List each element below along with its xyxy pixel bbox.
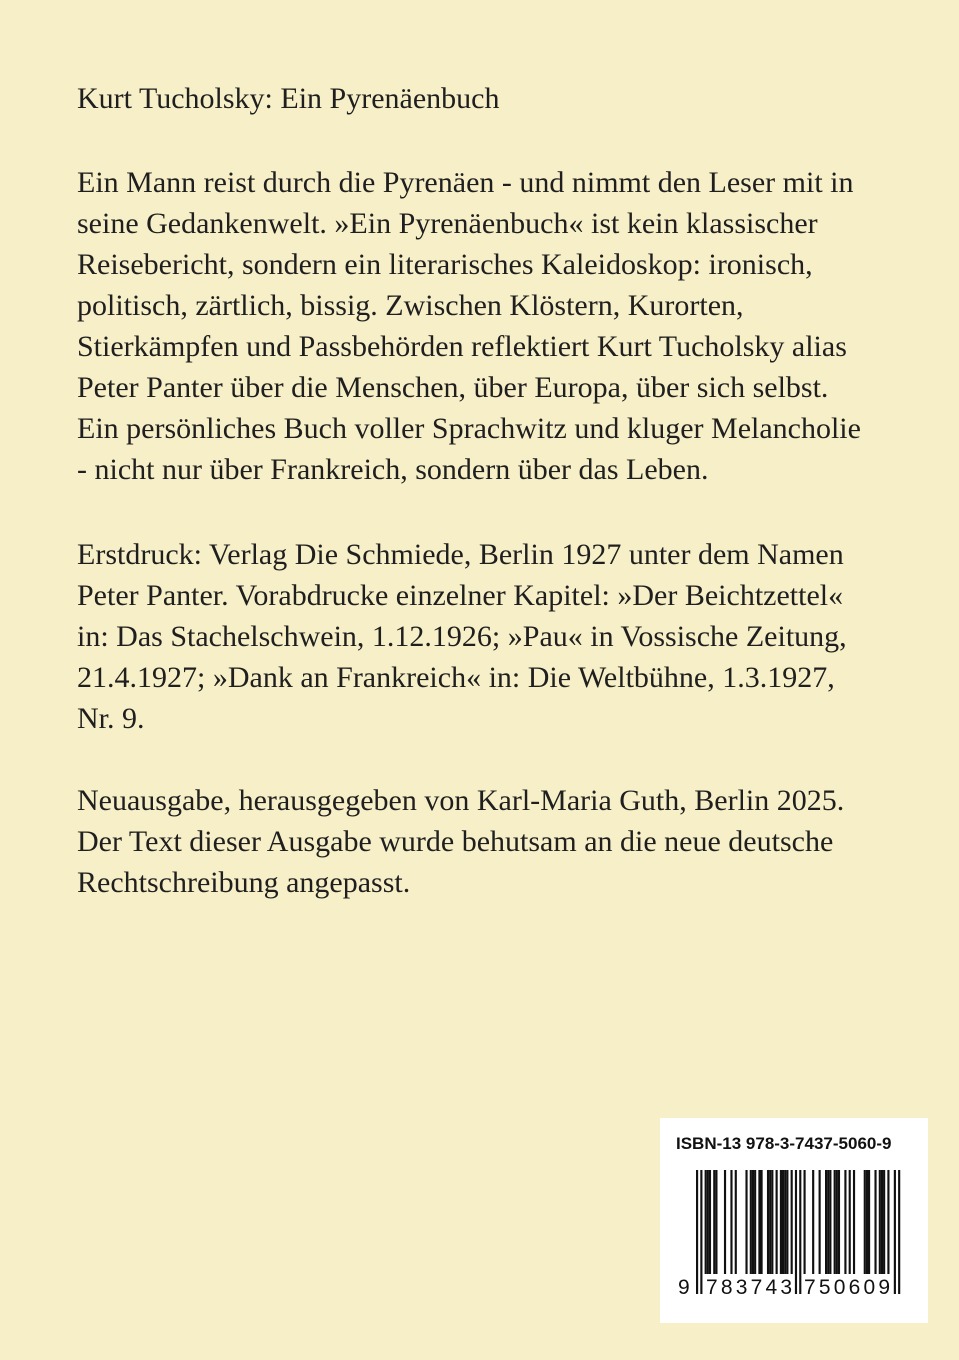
edition-line: Rechtschreibung angepasst.	[77, 866, 411, 899]
first-print-line: Peter Panter. Vorabdrucke einzelner Kapitel: »Der Beichtzettel«	[77, 579, 844, 612]
book-description	[77, 162, 917, 490]
barcode-bar	[868, 1170, 870, 1274]
barcode-bar	[827, 1170, 829, 1274]
barcode-bar	[700, 1170, 702, 1294]
barcode-bar	[887, 1170, 889, 1274]
barcode-bar	[834, 1170, 836, 1274]
barcode-bar	[812, 1170, 814, 1274]
barcode-bar	[883, 1170, 885, 1274]
barcode-bar	[696, 1170, 698, 1294]
barcode-left-digits: 783743	[706, 1276, 792, 1299]
barcode-bar	[836, 1170, 838, 1274]
barcode-bar	[804, 1170, 806, 1274]
barcode-bar	[782, 1170, 784, 1274]
barcode-bar	[786, 1170, 788, 1274]
barcode-bar	[795, 1170, 797, 1294]
barcode-bar	[715, 1170, 717, 1274]
barcode-bar	[705, 1170, 707, 1274]
barcode-bar	[730, 1170, 732, 1274]
barcode-bar	[707, 1170, 709, 1274]
barcode-bar	[758, 1170, 760, 1274]
book-title-line	[77, 78, 917, 119]
barcode-bar	[799, 1170, 801, 1294]
description-line: Stierkämpfen und Passbehörden reflektiert Kurt Tucholsky alias	[77, 330, 847, 363]
barcode-bar	[791, 1170, 793, 1274]
barcode	[678, 1170, 914, 1304]
barcode-graphic	[678, 1170, 914, 1304]
barcode-bar	[881, 1170, 883, 1274]
barcode-bar	[825, 1170, 827, 1274]
barcode-bar	[724, 1170, 726, 1274]
edition-line: Der Text dieser Ausgabe wurde behutsam an die neue deutsche	[77, 825, 834, 858]
barcode-right-digits: 750609	[804, 1276, 890, 1299]
barcode-bar	[735, 1170, 737, 1274]
barcode-bar	[844, 1170, 846, 1274]
barcode-bar	[874, 1170, 876, 1274]
barcode-bar	[819, 1170, 821, 1274]
barcode-bar	[761, 1170, 763, 1274]
description-line: Ein persönliches Buch voller Sprachwitz und kluger Melancholie	[77, 412, 861, 445]
description-line: - nicht nur über Frankreich, sondern über das Leben.	[77, 453, 709, 486]
edition-line: Neuausgabe, herausgegeben von Karl-Maria Guth, Berlin 2025.	[77, 784, 845, 817]
barcode-bar	[838, 1170, 840, 1274]
barcode-bar	[853, 1170, 855, 1274]
isbn-label: ISBN-13 978-3-7437-5060-9	[676, 1134, 892, 1153]
barcode-bar	[771, 1170, 773, 1274]
first-print-line: Erstdruck: Verlag Die Schmiede, Berlin 1927 unter dem Namen	[77, 538, 844, 571]
barcode-bar	[784, 1170, 786, 1274]
barcode-bar	[713, 1170, 715, 1274]
barcode-bar	[864, 1170, 866, 1274]
title-text: Kurt Tucholsky: Ein Pyrenäenbuch	[77, 82, 500, 115]
isbn-barcode-box	[660, 1118, 928, 1323]
barcode-bar	[750, 1170, 752, 1274]
barcode-bar	[709, 1170, 711, 1274]
description-line: Peter Panter über die Menschen, über Europa, über sich selbst.	[77, 371, 829, 404]
barcode-bar	[752, 1170, 754, 1274]
barcode-bar	[879, 1170, 881, 1274]
barcode-bar	[767, 1170, 769, 1274]
barcode-bar	[849, 1170, 851, 1274]
first-print-line: in: Das Stachelschwein, 1.12.1926; »Pau« in Vossische Zeitung,	[77, 620, 847, 653]
barcode-bar	[829, 1170, 831, 1274]
first-print-info	[77, 534, 917, 739]
barcode-bar	[776, 1170, 778, 1274]
description-line: seine Gedankenwelt. »Ein Pyrenäenbuch« ist kein klassischer	[77, 207, 818, 240]
barcode-first-digit: 9	[678, 1276, 690, 1299]
barcode-bar	[745, 1170, 747, 1274]
description-line: Ein Mann reist durch die Pyrenäen - und nimmt den Leser mit in	[77, 166, 854, 199]
barcode-bar	[894, 1170, 896, 1294]
barcode-bar	[754, 1170, 756, 1274]
first-print-line: Nr. 9.	[77, 702, 145, 735]
barcode-bar	[866, 1170, 868, 1274]
barcode-bar	[780, 1170, 782, 1274]
edition-info	[77, 780, 917, 903]
description-line: politisch, zärtlich, bissig. Zwischen Klöstern, Kurorten,	[77, 289, 744, 322]
first-print-line: 21.4.1927; »Dank an Frankreich« in: Die Weltbühne, 1.3.1927,	[77, 661, 835, 694]
barcode-bar	[769, 1170, 771, 1274]
description-line: Reisebericht, sondern ein literarisches Kaleidoskop: ironisch,	[77, 248, 813, 281]
barcode-bar	[898, 1170, 900, 1294]
